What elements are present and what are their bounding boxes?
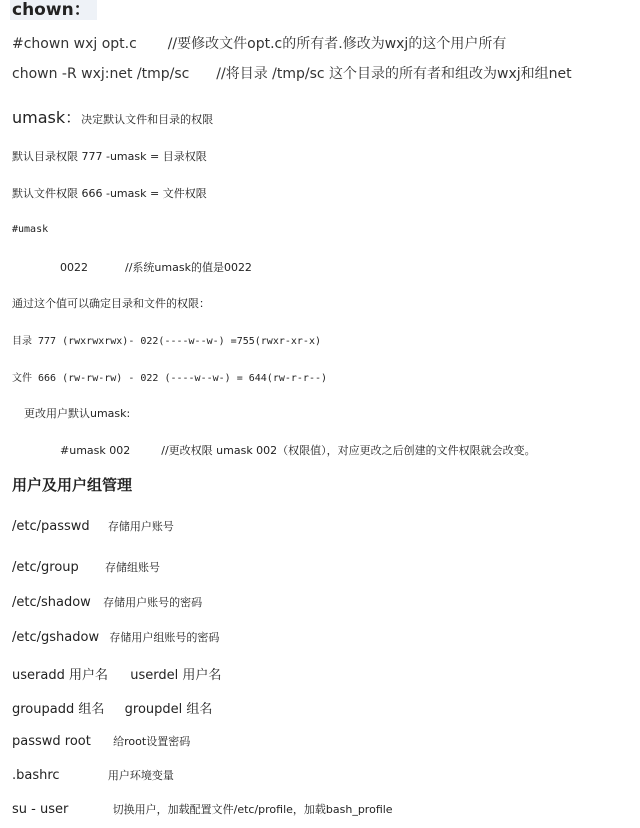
file-cmd: /etc/passwd bbox=[12, 519, 90, 534]
su-row bbox=[12, 801, 393, 817]
file-cmd: /etc/group bbox=[12, 560, 79, 575]
umask-dir-calc: 目录 777 (rwxrwxrwx)- 022(----w--w-) =755(rwxr-xr-x) bbox=[12, 336, 321, 347]
groupadd-cmd: groupadd 组名 bbox=[12, 702, 105, 717]
umask-desc: 决定默认文件和目录的权限 bbox=[81, 113, 214, 126]
bashrc-row bbox=[12, 767, 174, 783]
file-row-gshadow bbox=[12, 629, 219, 645]
users-heading: 用户及用户组管理 bbox=[12, 476, 133, 494]
passwd-row bbox=[12, 733, 190, 749]
umask-title: umask： bbox=[12, 108, 82, 127]
umask-heading bbox=[12, 105, 213, 128]
useradd-cmd: useradd 用户名 bbox=[12, 668, 108, 683]
chown-example-2-note: //将目录 /tmp/sc 这个目录的所有者和组改为wxj和组net bbox=[216, 66, 572, 82]
umask-file-default: 默认文件权限 666 -umask = 文件权限 bbox=[12, 187, 207, 200]
umask-change-title: 更改用户默认umask: bbox=[24, 407, 131, 420]
umask-change-note: //更改权限 umask 002（权限值），对应更改之后创建的文件权限就会改变。 bbox=[161, 444, 536, 457]
file-desc: 存储用户账号的密码 bbox=[103, 596, 203, 609]
chown-example-1-cmd: #chown wxj opt.c bbox=[12, 36, 137, 52]
user-cmds-row bbox=[12, 664, 221, 683]
chown-example-1-note: //要修改文件opt.c的所有者.修改为wxj的这个用户所有 bbox=[167, 36, 507, 52]
umask-value-line bbox=[60, 259, 252, 275]
umask-intro: 通过这个值可以确定目录和文件的权限： bbox=[12, 297, 210, 310]
umask-change-line bbox=[60, 442, 536, 458]
chown-example-2-cmd: chown -R wxj:net /tmp/sc bbox=[12, 66, 190, 82]
passwd-desc: 给root设置密码 bbox=[113, 735, 191, 748]
file-desc: 存储用户组账号的密码 bbox=[109, 631, 220, 644]
chown-example-1 bbox=[12, 33, 506, 53]
umask-cmd: #umask bbox=[12, 224, 49, 235]
umask-file-calc: 文件 666 (rw-rw-rw) - 022 (----w--w-) = 644(rw-r-r--) bbox=[12, 373, 328, 384]
userdel-cmd: userdel 用户名 bbox=[130, 668, 222, 683]
su-cmd: su - user bbox=[12, 802, 69, 817]
umask-dir-default: 默认目录权限 777 -umask = 目录权限 bbox=[12, 150, 207, 163]
groupdel-cmd: groupdel 组名 bbox=[124, 702, 213, 717]
su-desc: 切换用户，加载配置文件/etc/profile，加载bash_profile bbox=[112, 803, 393, 816]
bashrc-cmd: .bashrc bbox=[12, 768, 60, 783]
file-row-shadow bbox=[12, 594, 202, 610]
passwd-cmd: passwd root bbox=[12, 734, 91, 749]
chown-example-2 bbox=[12, 63, 572, 83]
chown-heading: chown： bbox=[10, 0, 97, 20]
file-desc: 存储用户账号 bbox=[107, 520, 174, 533]
file-cmd: /etc/shadow bbox=[12, 595, 91, 610]
umask-value: 0022 bbox=[60, 261, 88, 274]
file-desc: 存储组账号 bbox=[105, 561, 161, 574]
umask-change-cmd: #umask 002 bbox=[60, 444, 131, 457]
group-cmds-row bbox=[12, 698, 212, 717]
bashrc-desc: 用户环境变量 bbox=[107, 769, 174, 782]
file-cmd: /etc/gshadow bbox=[12, 630, 100, 645]
umask-value-note: //系统umask的值是0022 bbox=[125, 261, 252, 274]
file-row-passwd bbox=[12, 518, 174, 534]
file-row-group bbox=[12, 559, 160, 575]
